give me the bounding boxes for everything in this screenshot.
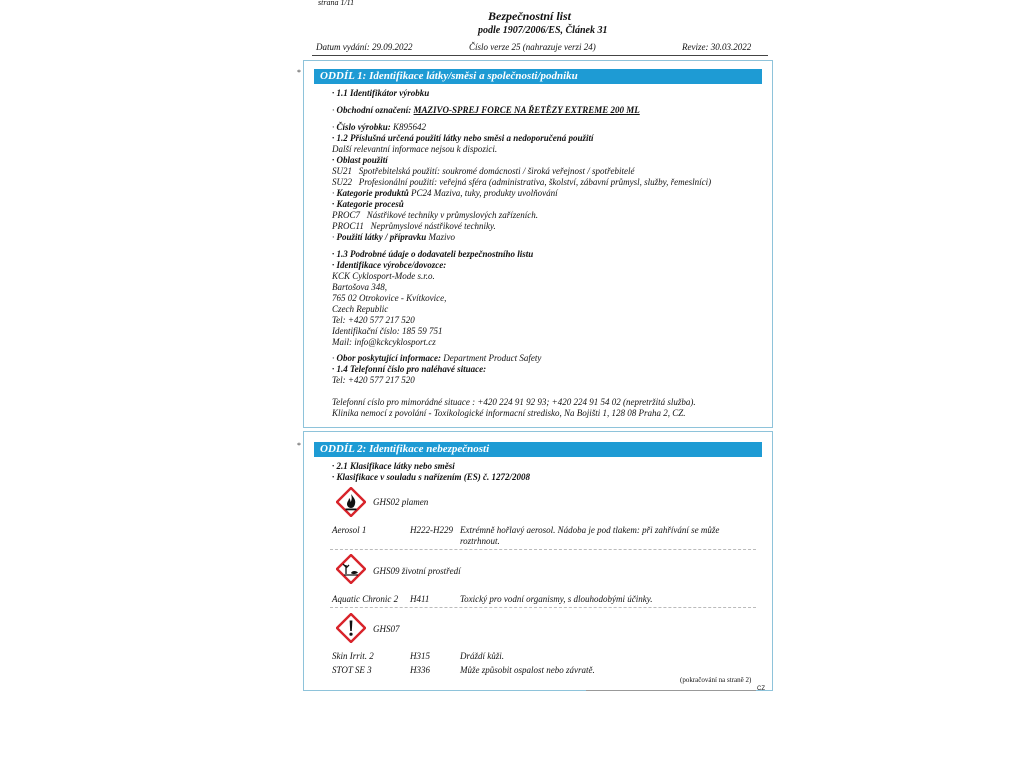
aerosol-code: H222-H229: [410, 525, 453, 535]
supplier-details-heading: · 1.3 Podrobné údaje o dodavateli bezpečnostního listu: [332, 249, 534, 259]
emergency-heading: · 1.4 Telefonní číslo pro naléhavé situace:: [332, 364, 487, 374]
document-title: Bezpečnostní list: [488, 9, 572, 23]
aerosol-class: Aerosol 1: [332, 525, 367, 535]
stot-class: STOT SE 3: [332, 665, 372, 675]
use-row: · Použití látky / přípravku Mazivo: [332, 232, 456, 242]
page-number: strana 1/11: [318, 0, 355, 7]
proc7-row: PROC7 Nástřikové techniky v průmyslových zařízeních.: [332, 210, 538, 220]
skin-code: H315: [410, 651, 430, 661]
stot-text: Může způsobit ospalost nebo závratě.: [460, 665, 595, 675]
product-identifier-heading: · 1.1 Identifikátor výrobku: [332, 88, 430, 98]
document-subtitle: podle 1907/2006/ES, Článek 31: [478, 25, 608, 36]
aerosol-text: Extrémně hořlavý aerosol. Nádoba je pod tlakem: při zahřívání se může: [460, 525, 720, 535]
classification-heading: · 2.1 Klasifikace látky nebo směsi: [332, 461, 455, 471]
flame-pictogram-icon: [336, 487, 366, 517]
revision-date: Revize: 30.03.2022: [682, 42, 752, 52]
trade-name-row: · Obchodní označení: MAZIVO-SPREJ FORCE NA ŘETĚZY EXTREME 200 ML: [332, 105, 640, 115]
stot-code: H336: [410, 665, 430, 675]
ghs09-label: GHS09 životní prostředí: [373, 566, 461, 576]
row-divider: [330, 549, 756, 550]
footer-line: [586, 690, 756, 691]
continued-note: (pokračování na straně 2): [680, 676, 752, 684]
info-department-row: · Obor poskytující informace: Department Product Safety: [332, 353, 542, 363]
skin-class: Skin Irrit. 2: [332, 651, 374, 661]
email-address[interactable]: Mail: info@kckcyklosport.cz: [332, 337, 436, 347]
su22-row: SU22 Profesionální použití: veřejná sféra (administrativa, školství, zábavní průmysl, služby, řemeslníci): [332, 177, 712, 187]
row-divider: [330, 607, 756, 608]
sector-label: · Oblast použití: [332, 155, 388, 165]
street-address: Bartošova 348,: [332, 282, 387, 292]
proc11-row: PROC11 Neprůmyslové nástřikové techniky.: [332, 221, 496, 231]
aquatic-class: Aquatic Chronic 2: [332, 594, 399, 604]
section-1-heading: ODDÍL 1: Identifikace látky/směsi a společnosti/podniku: [314, 69, 762, 84]
exclamation-pictogram-icon: [336, 613, 366, 643]
relevant-uses-heading: · 1.2 Příslušná určená použití látky nebo směsi a nedoporučená použití: [332, 133, 594, 143]
language-code: CZ: [757, 686, 765, 692]
product-category-row: · Kategorie produktů PC24 Maziva, tuky, produkty uvolňování: [332, 188, 558, 198]
aquatic-code: H411: [410, 594, 430, 604]
city-address: 765 02 Otrokovice - Kvítkovice,: [332, 293, 447, 303]
trade-name: MAZIVO-SPREJ FORCE NA ŘETĚZY EXTREME 200 ML: [413, 105, 640, 115]
aerosol-text-cont: roztrhnout.: [460, 536, 500, 546]
issue-date: Datum vydání: 29.09.2022: [316, 42, 413, 52]
emergency-extra: Telefonní císlo pro mimorádné situace : +420 224 91 92 93; +420 224 91 54 02 (nepretržitá služba).: [332, 397, 696, 407]
company-name: KCK Cyklosport-Mode s.r.o.: [332, 271, 435, 281]
change-marker: *: [297, 441, 301, 450]
change-marker: *: [297, 68, 301, 77]
emergency-phone: Tel: +420 577 217 520: [332, 375, 415, 385]
regulation-heading: · Klasifikace v souladu s nařízením (ES) č. 1272/2008: [332, 472, 531, 482]
product-number-row: · Číslo výrobku: K895642: [332, 122, 427, 132]
process-category-label: · Kategorie procesů: [332, 199, 404, 209]
header-divider: [312, 55, 768, 56]
country: Czech Republic: [332, 304, 389, 314]
company-id: Identifikační číslo: 185 59 751: [332, 326, 443, 336]
skin-text: Dráždí kůži.: [460, 651, 505, 661]
ghs07-label: GHS07: [373, 624, 400, 634]
su21-row: SU21 Spotřebitelská použití: soukromé domácnosti / široká veřejnost / spotřebitelé: [332, 166, 635, 176]
clinic-address: Klinika nemocí z povolání - Toxikologické informacní stredisko, Na Bojišti 1, 128 08 Praha 2, CZ.: [332, 408, 686, 418]
environment-pictogram-icon: [336, 554, 366, 584]
manufacturer-label: · Identifikace výrobce/dovozce:: [332, 260, 447, 270]
section-2-heading: ODDÍL 2: Identifikace nebezpečnosti: [314, 442, 762, 457]
version-number: Číslo verze 25 (nahrazuje verzi 24): [469, 42, 596, 52]
ghs02-label: GHS02 plamen: [373, 497, 429, 507]
phone-number: Tel: +420 577 217 520: [332, 315, 415, 325]
further-info: Další relevantní informace nejsou k dispozici.: [332, 144, 498, 154]
aquatic-text: Toxický pro vodní organismy, s dlouhodobými účinky.: [460, 594, 653, 604]
